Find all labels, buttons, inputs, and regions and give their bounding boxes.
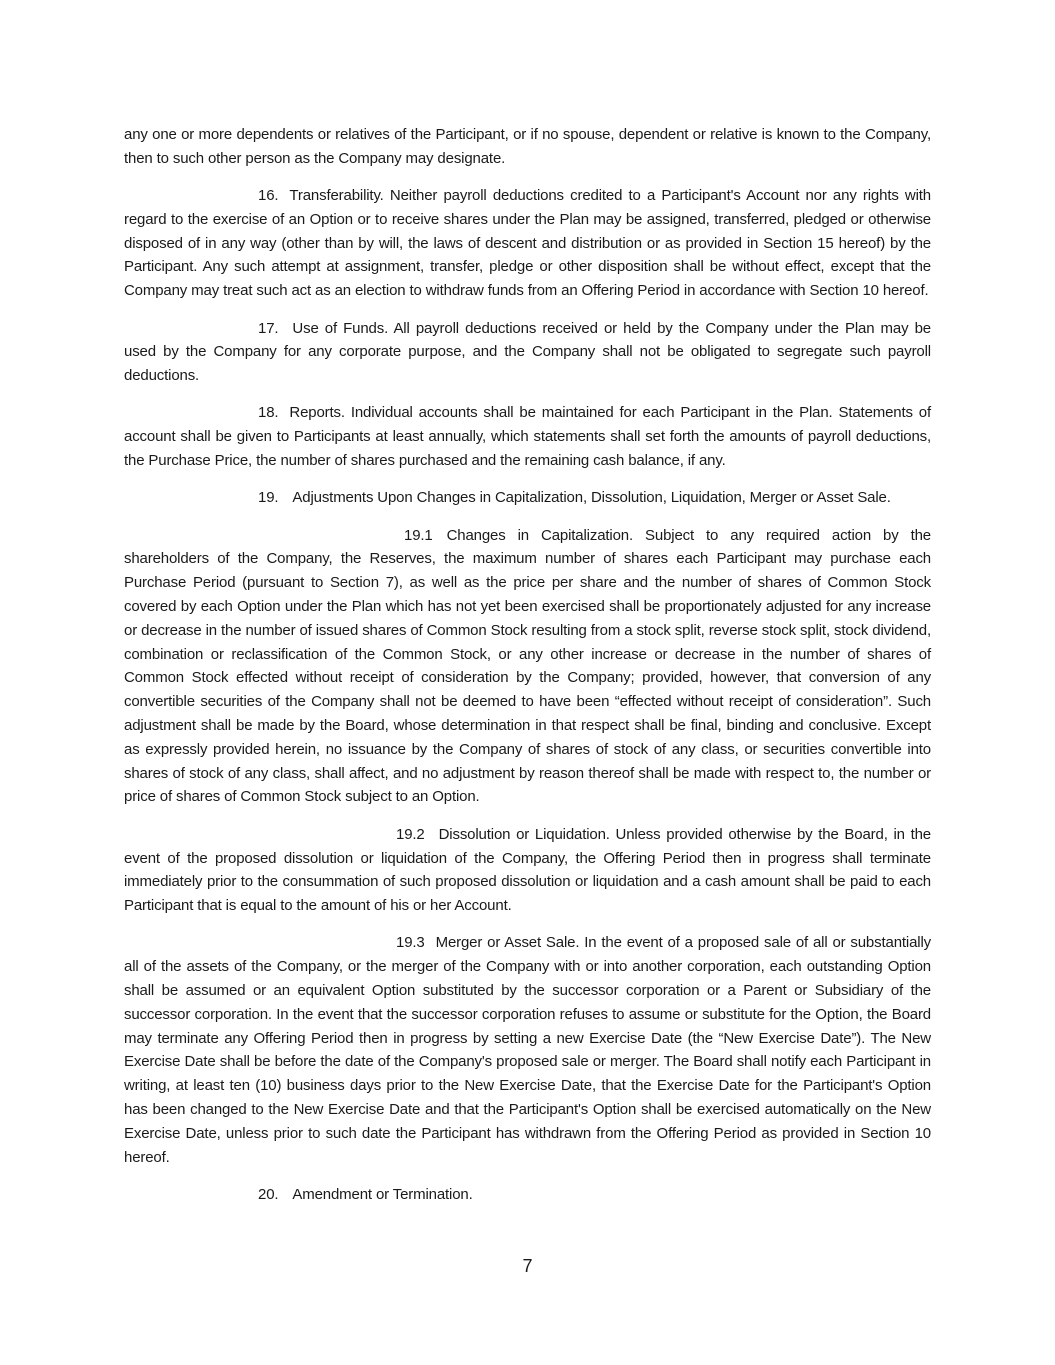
section-18-reports xyxy=(124,401,931,472)
paragraph-continuation xyxy=(124,123,931,171)
page-number: 7 xyxy=(522,1256,533,1276)
section-16-transferability xyxy=(124,184,931,303)
section-number: 20. xyxy=(258,1185,279,1203)
paragraph-text: Merger or Asset Sale. In the event of a proposed sale of all or substantially all of the assets of the Company, or the merger of the Company with or into another corporation, each outstanding Option shall be assumed or an equivalent Option substituted by the successor corporation or a Parent or Subsidiary of the successor corporation. In the event that the successor corporation refuses to assume or substitute for the Option, the Board may terminate any Offering Period then in progress by setting a new Exercise Date (the “New Exercise Date”). The New Exercise Date shall be before the date of the Company's proposed sale or merger. The Board shall notify each Participant in writing, at least ten (10) business days prior to the New Exercise Date, that the Exercise Date for the Participant's Option has been changed to the New Exercise Date and that the Participant's Option shall be exercised automatically on the New Exercise Date, unless prior to such date the Participant has withdrawn from the Offering Period as provided in Section 10 hereof. xyxy=(124,934,931,1166)
section-19-adjustments xyxy=(124,486,931,510)
section-19-3-merger xyxy=(124,931,931,1169)
paragraph-text: Changes in Capitalization. Subject to any required action by the shareholders of the Company, the Reserves, the maximum number of shares each Participant may purchase each Purchase Period (pursuant to Section 7), as well as the price per share and the number of shares of Common Stock covered by each Option under the Plan which has not yet been exercised shall be proportionately adjusted for any increase or decrease in the number of issued shares of Common Stock resulting from a stock split, reverse stock split, stock dividend, combination or reclassification of the Common Stock, or any other increase or decrease in the number of shares of Common Stock effected without receipt of consideration by the Company; provided, however, that conversion of any convertible securities of the Company shall not be deemed to have been “effected without receipt of consideration”. Such adjustment shall be made by the Board, whose determination in that respect shall be final, binding and conclusive. Except as expressly provided herein, no issuance by the Company of shares of stock of any class, or securities convertible into shares of stock of any class, shall affect, and no adjustment by reason thereof shall be made with respect to, the number or price of shares of Common Stock subject to an Option. xyxy=(124,526,931,806)
section-number: 19.1 xyxy=(404,526,433,544)
section-number: 19.2 xyxy=(396,825,425,843)
paragraph-text: Adjustments Upon Changes in Capitalization, Dissolution, Liquidation, Merger or Asset Sale. xyxy=(292,489,891,507)
section-number: 19.3 xyxy=(396,934,425,952)
paragraph-text: Transferability. Neither payroll deductions credited to a Participant's Account nor any rights with regard to the exercise of an Option or to receive shares under the Plan may be assigned, transferred, pledged or otherwise disposed of in any way (other than by will, the laws of descent and distribution or as provided in Section 15 hereof) by the Participant. Any such attempt at assignment, transfer, pledge or other disposition shall be without effect, except that the Company may treat such act as an election to withdraw funds from an Offering Period in accordance with Section 10 hereof. xyxy=(124,187,931,300)
paragraph-text: Dissolution or Liquidation. Unless provided otherwise by the Board, in the event of the proposed dissolution or liquidation of the Company, the Offering Period then in progress shall terminate immediately prior to the consummation of such proposed dissolution or liquidation and a cash amount shall be paid to each Participant that is equal to the amount of his or her Account. xyxy=(124,825,931,915)
paragraph-text: Reports. Individual accounts shall be maintained for each Participant in the Plan. Statements of account shall be given to Participants at least annually, which statements shall set forth the amounts of payroll deductions, the Purchase Price, the number of shares purchased and the remaining cash balance, if any. xyxy=(124,404,931,470)
section-19-1-changes-in-capitalization xyxy=(124,524,931,810)
section-17-use-of-funds xyxy=(124,317,931,388)
document-page xyxy=(124,123,931,1220)
paragraph-text: Use of Funds. All payroll deductions received or held by the Company under the Plan may be used by the Company for any corporate purpose, and the Company shall not be obligated to segregate such payroll deductions. xyxy=(124,319,931,385)
section-number: 17. xyxy=(258,319,279,337)
paragraph-text: Amendment or Termination. xyxy=(292,1185,473,1203)
section-19-2-dissolution xyxy=(124,823,931,918)
paragraph-text: any one or more dependents or relatives of the Participant, or if no spouse, dependent or relative is known to the Company, then to such other person as the Company may designate. xyxy=(124,126,931,167)
section-number: 19. xyxy=(258,489,279,507)
section-number: 18. xyxy=(258,404,279,422)
section-20-amendment xyxy=(124,1183,931,1207)
section-number: 16. xyxy=(258,187,279,205)
